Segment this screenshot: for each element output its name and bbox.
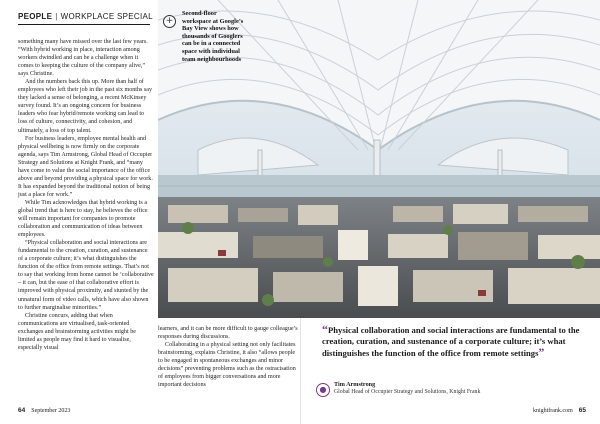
body-paragraph: And the numbers back this up. More than half of employees who left their job in the past six months say they lacked a sense of belonging, a recent McKinsey survey found. It’s an ongoing concern for business leaders who fear hybrid/remote working can lead to loss of culture, connectivity, and cohesion, and ultimately, a loss of top talent. xyxy=(18,79,153,134)
footer-site: knightfrank.com xyxy=(532,408,573,414)
attribution-name: Tim Armstrong xyxy=(334,381,376,388)
body-column-2 xyxy=(158,325,300,389)
caption-line: can be in a connected xyxy=(182,40,241,48)
pull-quote xyxy=(322,324,584,359)
caption-line: Second-floor xyxy=(182,10,217,17)
caption-line: space with individual xyxy=(182,47,240,55)
body-paragraph: For business leaders, employee mental health and physical wellbeing is now firmly on the corporate agenda, says Tim Armstrong, Global Head of Occupier Strategy and Solutions at Knight Frank, and “many have come to value the social importance of the office above and beyond providing a physical space for work. It has expanded beyond the traditional notion of being just a place for work.” xyxy=(18,135,153,198)
page-number-left: 64 xyxy=(18,407,26,414)
page-gutter xyxy=(300,318,301,424)
section-header xyxy=(18,12,153,21)
header-rule xyxy=(18,24,150,25)
page-number-right: 65 xyxy=(578,407,586,414)
body-paragraph: “Physical collaboration and social interactions are fundamental to the creation, curation, and sustenance of a corporate culture; it’s what distinguishes the function of the office from remote settings. That’s not to say that working from home cannot be ‘collaborative – it can, but the ease of that collaborative effort is improved with physical proximity, and stunted by the unnatural form of video calls, which have also shown to further marginalise minorities.” xyxy=(18,240,154,311)
caption-line: Bay View shows how xyxy=(182,25,239,33)
footer-date: September 2023 xyxy=(31,408,71,414)
person-icon: ● xyxy=(316,383,330,397)
photo-caption xyxy=(168,10,278,63)
body-paragraph: learners, and it can be more difficult to gauge colleague’s responses during discussions. xyxy=(158,326,298,341)
caption-line: team neighbourhoods xyxy=(182,55,242,63)
attribution-role: Global Head of Occupier Strategy and Solutions, Knight Frank xyxy=(334,389,481,395)
body-column-1 xyxy=(18,38,154,352)
subsection-label: WORKPLACE SPECIAL xyxy=(60,12,153,21)
pull-quote-text: Physical collaboration and social interactions are fundamental to the creation, curation, and sustenance of a corporate culture; it’s what distinguishes the function of the office from remote settings xyxy=(322,325,580,358)
body-paragraph: Collaborating in a physical setting not only facilitates brainstorming, explains Christine, it also “allows people to be engaged in spontaneous exchanges and minor decisions” preventing problems such as the ostracisation of employees from bigger conversations and more important decisions xyxy=(158,342,296,389)
plus-circle-icon: + xyxy=(163,15,176,28)
body-paragraph: While Tim acknowledges that hybrid working is a global trend that is here to stay, he believes the office will remain important for companies to promote collaboration and communication of ideas between employees. xyxy=(18,199,148,239)
section-separator: | xyxy=(55,12,58,21)
close-quote-mark: ” xyxy=(538,345,545,359)
caption-line: workspace at Google’s xyxy=(182,17,244,25)
section-label: PEOPLE xyxy=(18,12,53,21)
open-quote-mark: “ xyxy=(322,322,328,336)
caption-line: thousands of Googlers xyxy=(182,32,243,40)
body-paragraph: something many have missed over the last few years. “With hybrid working in place, interaction among workers dwindled and can be a challenge when it comes to keeping the culture of the company alive,” says Christine. xyxy=(18,39,148,78)
footer-left xyxy=(18,407,70,414)
footer-right xyxy=(533,407,586,414)
body-paragraph: Christine concurs, adding that when communications are virtualised, task-oriented exchanges and brainstorming activities might be limited as people may find it hard to visualise, especially visual xyxy=(18,312,136,351)
